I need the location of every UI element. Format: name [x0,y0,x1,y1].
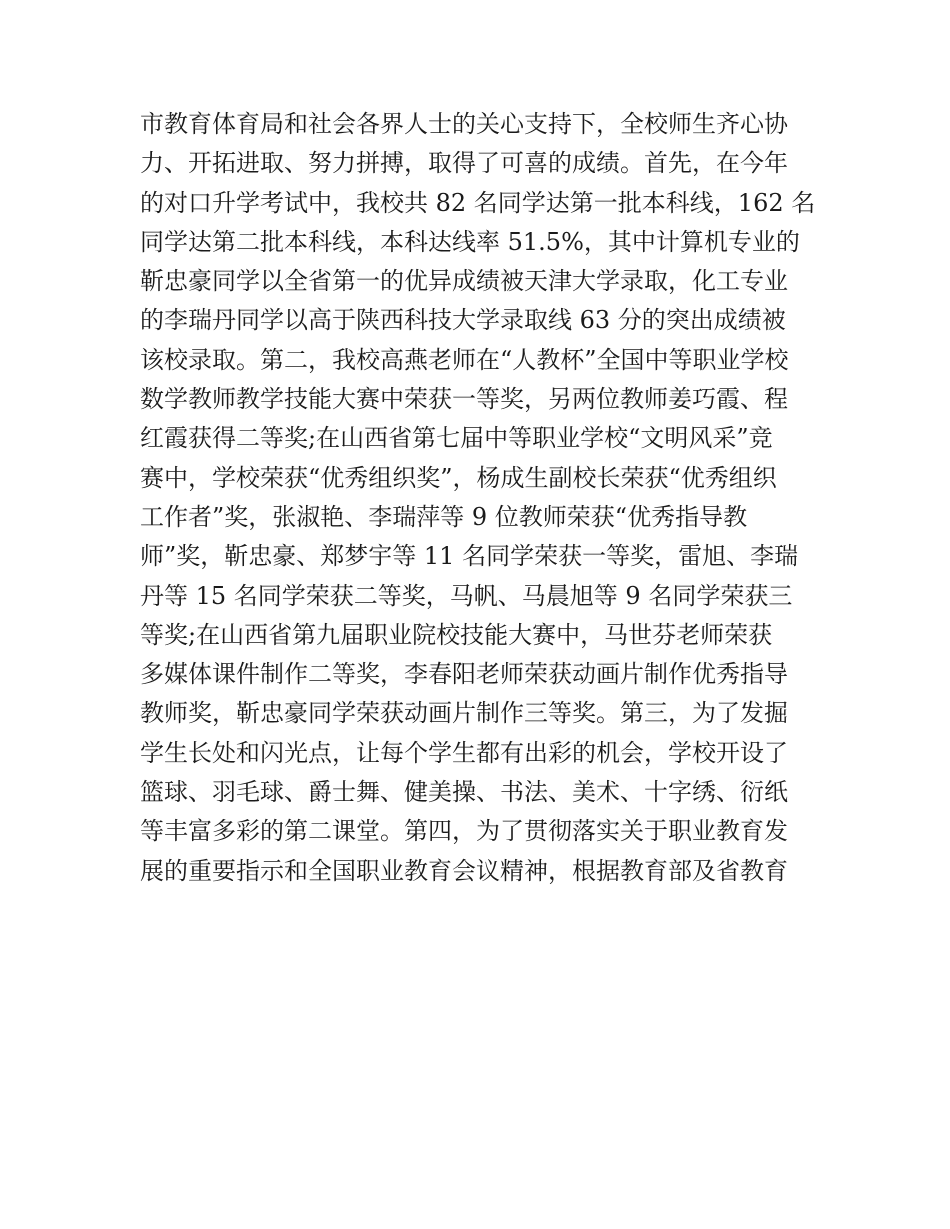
body-paragraph [140,105,820,891]
text-line: 师”奖，靳忠豪、郑梦宇等 11 名同学荣获一等奖，雷旭、李瑞 [140,542,799,571]
text-line: 的李瑞丹同学以高于陕西科技大学录取线 63 分的突出成绩被 [140,306,786,335]
text-line: 工作者”奖，张淑艳、李瑞萍等 9 位教师荣获“优秀指导教 [140,502,748,531]
text-line: 红霞获得二等奖;在山西省第七届中等职业学校“文明风采”竞 [140,424,773,453]
text-line: 篮球、羽毛球、爵士舞、健美操、书法、美术、十字绣、衍纸 [140,778,788,807]
text-line: 赛中，学校荣获“优秀组织奖”，杨成生副校长荣获“优秀组织 [140,463,777,492]
text-line: 同学达第二批本科线，本科达线率 51.5%，其中计算机专业的 [140,227,800,256]
text-line: 力、开拓进取、努力拼搏，取得了可喜的成绩。首先，在今年 [140,149,788,178]
text-line: 数学教师教学技能大赛中荣获一等奖，另两位教师姜巧霞、程 [140,385,788,414]
text-line: 市教育体育局和社会各界人士的关心支持下，全校师生齐心协 [140,110,788,138]
text-line: 多媒体课件制作二等奖，李春阳老师荣获动画片制作优秀指导 [140,660,788,689]
text-line: 展的重要指示和全国职业教育会议精神，根据教育部及省教育 [140,856,788,885]
text-line: 学生长处和闪光点，让每个学生都有出彩的机会，学校开设了 [140,738,788,767]
text-line: 教师奖，靳忠豪同学荣获动画片制作三等奖。第三，为了发掘 [140,699,788,728]
text-line: 等奖;在山西省第九届职业院校技能大赛中，马世芬老师荣获 [140,620,773,649]
text-line: 等丰富多彩的第二课堂。第四，为了贯彻落实关于职业教育发 [140,817,788,846]
text-line: 靳忠豪同学以全省第一的优异成绩被天津大学录取，化工专业 [140,267,788,296]
text-line: 丹等 15 名同学荣获二等奖，马帆、马晨旭等 9 名同学荣获三 [140,581,793,610]
text-line: 该校录取。第二，我校高燕老师在“人教杯”全国中等职业学校 [140,345,789,374]
text-line: 的对口升学考试中，我校共 82 名同学达第一批本科线，162 名 [140,188,816,217]
